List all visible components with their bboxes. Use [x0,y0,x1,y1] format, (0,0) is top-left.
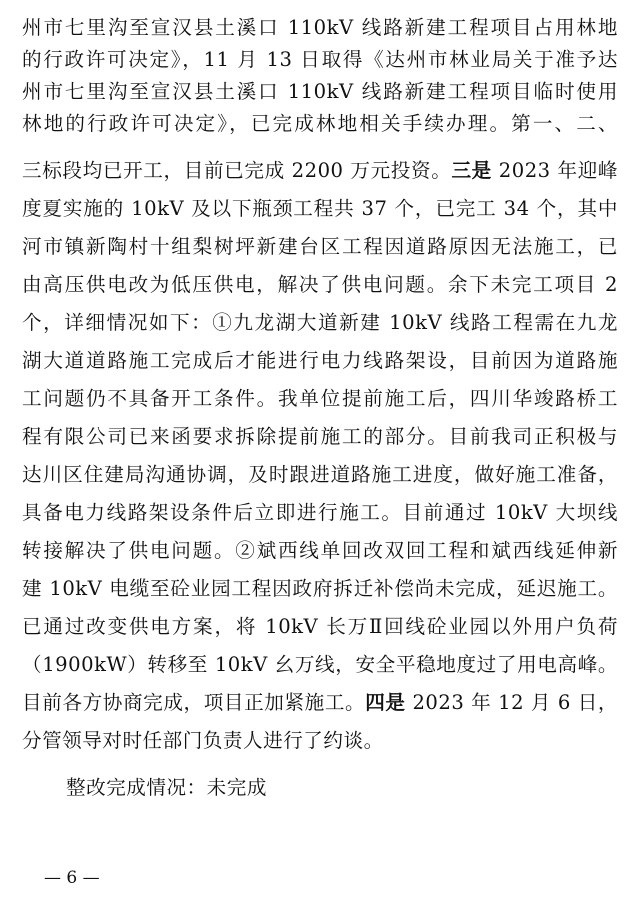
body-text-line: 由高压供电改为低压供电，解决了供电问题。余下未完工项目 2 [22,273,618,296]
text-segment: 2023 年迎峰 [491,159,618,182]
body-text-line: 达川区住建局沟通协调，及时跟进道路施工进度，做好施工准备， [22,463,618,486]
text-segment: 目前各方协商完成，项目正加紧施工。 [22,691,366,714]
body-text-line [22,156,618,186]
rectification-status: 整改完成情况：未完成 [66,776,267,799]
body-text-line: 程有限公司已来函要求拆除提前施工的部分。目前我司正积极与 [22,425,618,448]
bold-keyword: 四是 [365,691,406,714]
body-text-line [22,688,618,718]
text-segment: 2023 年 12 月 6 日， [405,691,619,714]
body-text-line: 工问题仍不具备开工条件。我单位提前施工后，四川华竣路桥工 [22,387,618,410]
body-text-line: 河市镇新陶村十组梨树坪新建台区工程因道路原因无法施工，已 [22,235,618,258]
body-text-line: 个，详细情况如下：①九龙湖大道新建 10kV 线路工程需在九龙 [22,311,618,334]
body-text-line: 建 10kV 电缆至砼业园工程因政府拆迁补偿尚未完成，延迟施工。 [22,577,618,600]
body-text-line: 林地的行政许可决定》，已完成林地相关手续办理。第一、二、 [22,112,618,135]
body-text-line: 度夏实施的 10kV 及以下瓶颈工程共 37 个，已完工 34 个，其中 [22,197,618,220]
page-number: — 6 — [44,868,100,888]
body-text-line: 已通过改变供电方案，将 10kV 长万Ⅱ回线砼业园以外用户负荷 [22,615,618,638]
body-text-line: 州市七里沟至宣汉县土溪口 110kV 线路新建工程项目占用林地 [22,16,618,39]
body-text-line: 州市七里沟至宣汉县土溪口 110kV 线路新建工程项目临时使用 [22,80,618,103]
body-text-line: 的行政许可决定》，11 月 13 日取得《达州市林业局关于准予达 [22,48,618,71]
body-text-line: 具备电力线路架设条件后立即进行施工。目前通过 10kV 大坝线 [22,501,618,524]
body-text-line: 转接解决了供电问题。②斌西线单回改双回工程和斌西线延伸新 [22,539,618,562]
body-text-line: （1900kW）转移至 10kV 幺万线，安全平稳地度过了用电高峰。 [22,653,618,676]
bold-keyword: 三是 [451,159,492,182]
body-text-line: 分管领导对时任部门负责人进行了约谈。 [22,729,384,752]
body-text-line: 湖大道道路施工完成后才能进行电力线路架设，目前因为道路施 [22,349,618,372]
text-segment: 三标段均已开工，目前已完成 2200 万元投资。 [22,159,452,182]
